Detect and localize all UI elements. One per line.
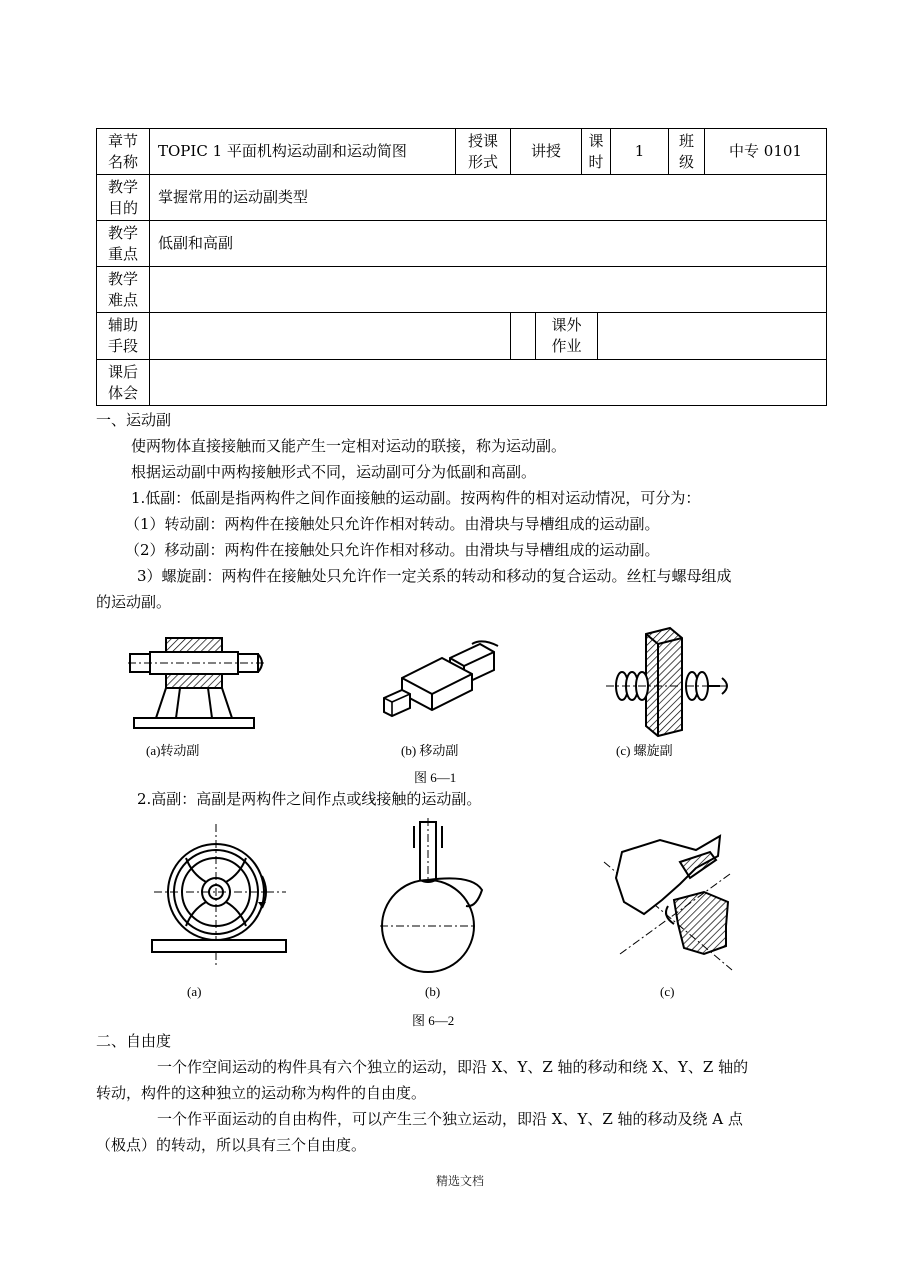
row-difficulties xyxy=(97,267,827,313)
paragraph: （2）移动副：两构件在接触处只允许作相对移动。由滑块与导槽组成的运动副。 xyxy=(125,541,660,559)
homework-cell xyxy=(511,313,827,360)
paragraph: （极点）的转动，所以具有三个自由度。 xyxy=(96,1136,367,1154)
difficulties-label: 教学 难点 xyxy=(97,267,150,313)
form-value: 讲授 xyxy=(511,129,582,175)
chapter-label: 章节 名称 xyxy=(97,129,150,175)
key-points-value: 低副和高副 xyxy=(150,221,827,267)
homework-label: 课外 作业 xyxy=(535,313,598,359)
difficulties-value xyxy=(150,267,827,313)
form-label: 授课 形式 xyxy=(456,129,511,175)
purpose-value: 掌握常用的运动副类型 xyxy=(150,175,827,221)
row-purpose xyxy=(97,175,827,221)
paragraph: （1）转动副：两构件在接触处只允许作相对转动。由滑块与导槽组成的运动副。 xyxy=(125,515,660,533)
fig2-caption-a: (a) xyxy=(187,984,202,999)
fig1-caption-b: (b) 移动副 xyxy=(401,743,459,758)
paragraph: 一个作平面运动的自由构件，可以产生三个独立运动，即沿 X、Y、Z 轴的移动及绕 A 点 xyxy=(157,1110,743,1128)
section2-heading: 二、自由度 xyxy=(96,1032,172,1050)
paragraph: 转动，构件的这种独立的运动称为构件的自由度。 xyxy=(96,1084,427,1102)
chapter-title: TOPIC 1 平面机构运动副和运动简图 xyxy=(150,129,456,175)
reflection-value xyxy=(150,360,827,406)
paragraph: 使两物体直接接触而又能产生一定相对运动的联接，称为运动副。 xyxy=(131,437,567,455)
fig2-caption-b: (b) xyxy=(425,984,441,999)
hours-value: 1 xyxy=(611,129,669,175)
screw-pair-figure xyxy=(602,626,742,736)
fig2-title: 图 6—2 xyxy=(412,1013,455,1028)
paragraph: 3）螺旋副：两构件在接触处只允许作一定关系的转动和移动的复合运动。丝杠与螺母组成 xyxy=(137,567,732,585)
fig1-title: 图 6—1 xyxy=(414,770,457,785)
row-reflection xyxy=(97,360,827,406)
class-value: 中专 0101 xyxy=(705,129,827,175)
class-label: 班 级 xyxy=(669,129,705,175)
row-key-points xyxy=(97,221,827,267)
aids-label: 辅助 手段 xyxy=(97,313,150,360)
purpose-label: 教学 目的 xyxy=(97,175,150,221)
paragraph: 根据运动副中两构接触形式不同，运动副可分为低副和高副。 xyxy=(131,463,537,481)
homework-value xyxy=(598,313,826,359)
prismatic-pair-figure xyxy=(380,636,500,726)
gear-contact-figure xyxy=(600,822,740,972)
reflection-label: 课后 体会 xyxy=(97,360,150,406)
aids-value xyxy=(150,313,511,360)
fig1-caption-c: (c) 螺旋副 xyxy=(616,743,673,758)
paragraph: 一个作空间运动的构件具有六个独立的运动，即沿 X、Y、Z 轴的移动和绕 X、Y、Z 轴的 xyxy=(157,1058,749,1076)
fig2-caption-c: (c) xyxy=(660,984,675,999)
revolute-pair-figure xyxy=(128,632,268,732)
cam-follower-figure xyxy=(376,818,496,968)
row-chapter xyxy=(97,129,827,175)
section1-heading: 一、运动副 xyxy=(96,411,172,429)
row-aids xyxy=(97,313,827,360)
fig1-caption-a: (a)转动副 xyxy=(146,743,200,758)
course-info-table xyxy=(96,128,827,406)
paragraph: 1.低副：低副是指两构件之间作面接触的运动副。按两构件的相对运动情况，可分为： xyxy=(131,489,701,507)
wheel-on-rail-figure xyxy=(150,820,290,970)
paragraph: 2.高副：高副是两构件之间作点或线接触的运动副。 xyxy=(137,790,482,808)
page-footer: 精选文档 xyxy=(435,1174,484,1188)
key-points-label: 教学 重点 xyxy=(97,221,150,267)
hours-label: 课 时 xyxy=(582,129,611,175)
paragraph: 的运动副。 xyxy=(96,593,172,611)
